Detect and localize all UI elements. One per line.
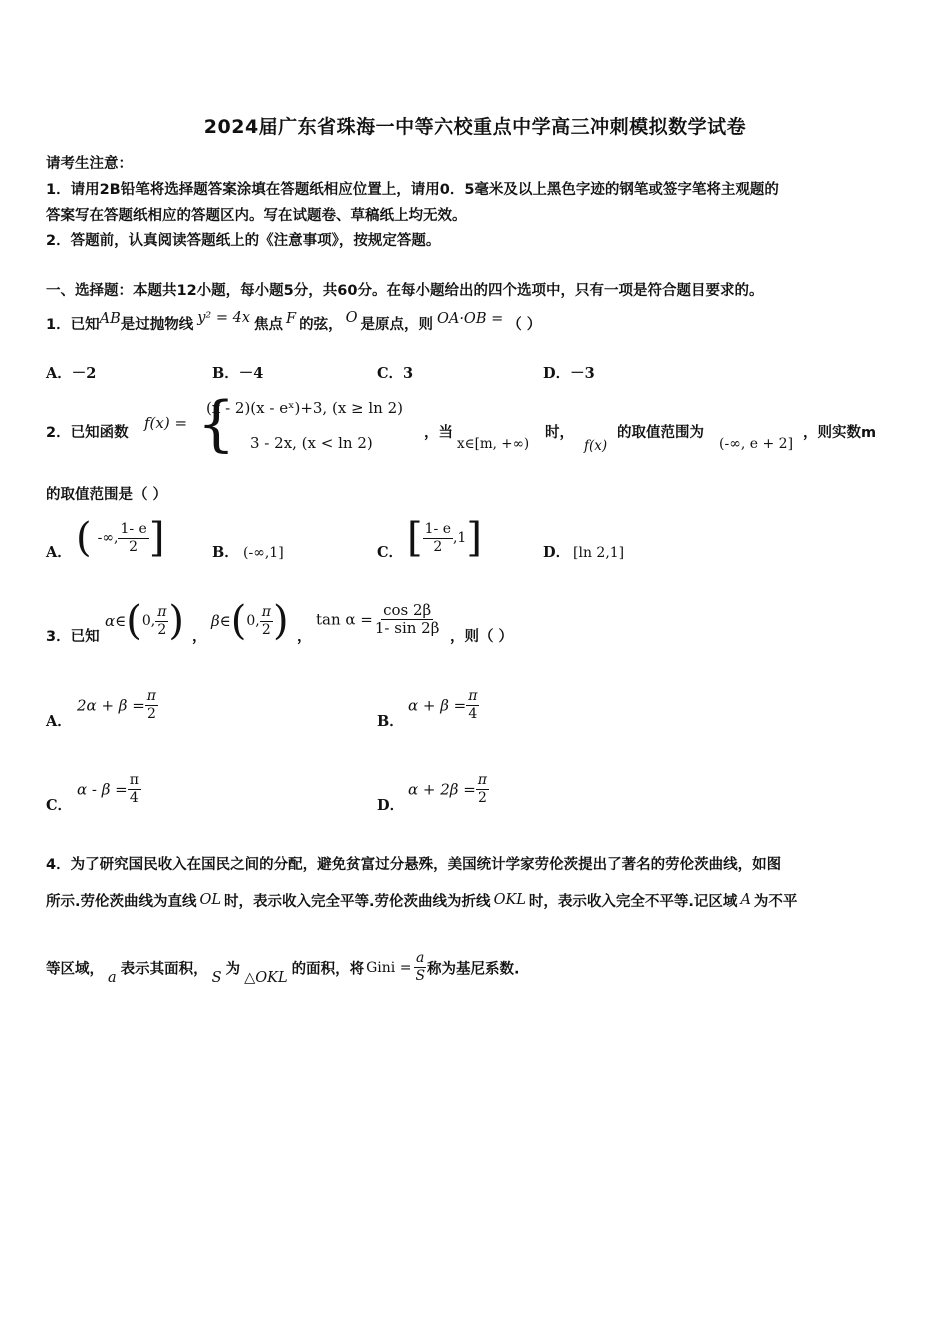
- q1-expression: OA·OB =: [436, 311, 504, 327]
- q3-text-2: ，则（ ）: [450, 629, 514, 645]
- q2-text-2: ，当: [424, 425, 453, 441]
- q1-option-d: D．－3: [543, 365, 595, 382]
- q1-option-b: B．－4: [212, 365, 264, 382]
- q4-region-a: A: [740, 892, 751, 908]
- q1-text-5: 是原点，则: [360, 317, 433, 333]
- q4-line-3: 等区域， a 表示其面积， S 为 △OKL 的面积，将 Gini = $\frac{a}{S}$ 称为基尼系数.: [46, 950, 520, 986]
- q1-option-c: C．3: [377, 365, 414, 382]
- q2-text-6: 的取值范围是（ ）: [46, 487, 168, 503]
- q4-line-2: 所示.劳伦茨曲线为直线 OL 时，表示收入完全平等.劳伦茨曲线为折线 OKL 时，表示收入完全不平等.记区域 A 为不平: [46, 892, 798, 910]
- q2-text-4: 的取值范围为: [617, 425, 704, 441]
- q3-comma-1: ，: [192, 629, 207, 645]
- q3-comma-2: ，: [297, 629, 312, 645]
- q1-text-2: 是过抛物线: [120, 317, 194, 333]
- q3-option-c-label: C．: [46, 797, 73, 814]
- q2-function: f(x) =: [144, 414, 188, 432]
- q2-option-b-label: B．: [212, 544, 239, 561]
- q2-range: (-∞, e + 2]: [719, 436, 794, 452]
- q3-option-b: α + β = $\frac{\pi}{4}$: [408, 688, 478, 722]
- notice-item-1a: 1．请用2B铅笔将选择题答案涂填在答题纸相应位置上，请用0．5毫米及以上黑色字迹的钢笔或签字笔将主观题的: [46, 182, 779, 198]
- q3-tan-equation: tan α = $\frac{\cos 2\beta}{1- \sin 2\beta}$: [316, 601, 440, 637]
- q2-text-1: 2．已知函数: [46, 425, 129, 441]
- q2-case-2: 3 - 2x, (x < ln 2): [250, 434, 373, 452]
- q1-text-1: 1．已知: [46, 317, 100, 333]
- q2-option-a: ( -∞, $\frac{1- e}{2}$ ]: [76, 515, 165, 561]
- notice-item-1b: 答案写在答题纸相应的答题区内。写在试题卷、草稿纸上均无效。: [46, 208, 467, 224]
- q2-text-5: ，则实数m: [803, 425, 877, 441]
- q1-option-a: A．－2: [46, 365, 97, 382]
- q1-text-4: 的弦，: [299, 317, 343, 333]
- q3-option-a-label: A．: [46, 713, 72, 730]
- q4-gini: Gini =: [366, 959, 412, 976]
- q1-text-3: 焦点: [254, 317, 284, 333]
- q2-option-d: [ln 2,1]: [573, 545, 625, 561]
- q3-text-1: 3．已知: [46, 629, 100, 645]
- q4-area-a: a: [108, 969, 117, 986]
- q3-option-c: α - β = $\frac{\pi}{4}$: [77, 772, 139, 806]
- q3-alpha-domain: α∈(0, $\frac{\pi}{2}$ ): [105, 598, 185, 644]
- q2-text-3: 时，: [545, 425, 574, 441]
- q2-option-c: [ $\frac{1- e}{2}$ ,1]: [407, 515, 482, 561]
- page-title: 2024届广东省珠海一中等六校重点中学高三冲刺模拟数学试卷: [203, 116, 747, 138]
- q2-option-c-label: C．: [377, 544, 404, 561]
- q1-origin: O: [345, 310, 358, 326]
- q1-focus: F: [286, 311, 297, 327]
- q2-option-d-label: D．: [543, 544, 571, 561]
- q2-condition: x∈[m, +∞): [457, 436, 530, 452]
- q3-beta-domain: β∈(0, $\frac{\pi}{2}$ ): [211, 598, 289, 644]
- q1-parabola: y² = 4x: [197, 310, 251, 326]
- q2-option-b: (-∞,1]: [243, 545, 284, 561]
- q3-option-d-label: D．: [377, 797, 405, 814]
- q4-okl: OKL: [493, 892, 526, 908]
- q2-case-1: (x - 2)(x - eˣ)+3, (x ≥ ln 2): [206, 399, 403, 417]
- q4-area-s: S: [211, 969, 222, 986]
- q4-triangle: △OKL: [244, 969, 288, 986]
- q2-brace: {: [197, 389, 236, 459]
- q2-option-a-label: A．: [46, 544, 72, 561]
- q1-text-6: （ ）: [507, 317, 542, 333]
- section-heading: 一、选择题：本题共12小题，每小题5分，共60分。在每小题给出的四个选项中，只有一项是符合题目要求的。: [46, 283, 764, 299]
- notice-heading: 请考生注意：: [46, 156, 133, 172]
- notice-item-2: 2．答题前，认真阅读答题纸上的《注意事项》，按规定答题。: [46, 233, 441, 249]
- q4-gini-fraction: $\frac{a}{S}$: [415, 950, 426, 984]
- q3-option-b-label: B．: [377, 713, 404, 730]
- q3-option-d: α + 2β = $\frac{\pi}{2}$: [408, 772, 487, 806]
- q4-line-1: 4．为了研究国民收入在国民之间的分配，避免贫富过分悬殊，美国统计学家劳伦茨提出了著名的劳伦茨曲线，如图: [46, 857, 782, 873]
- q3-option-a: 2α + β = $\frac{\pi}{2}$: [77, 688, 156, 722]
- q2-fx: f(x): [584, 438, 608, 454]
- question-1: [46, 310, 542, 334]
- q1-ab: AB: [99, 311, 121, 327]
- q4-ol: OL: [199, 892, 222, 908]
